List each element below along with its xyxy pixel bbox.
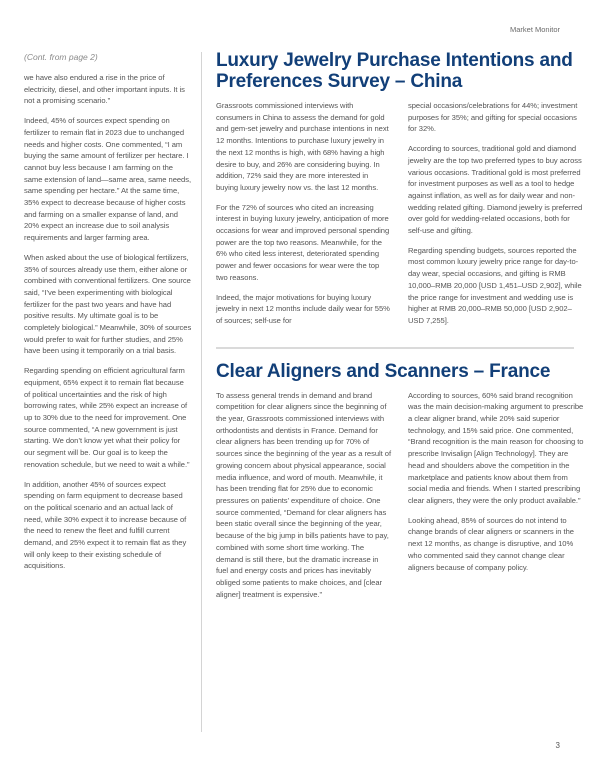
jewelry-section bbox=[216, 50, 586, 335]
continuation-note: (Cont. from page 2) bbox=[24, 52, 98, 62]
section-column bbox=[408, 100, 584, 335]
section-columns bbox=[216, 100, 586, 335]
section-paragraph: For the 72% of sources who cited an increasing interest in buying luxury jewelry, anticipation of more occasions for wear and improved personal spending power are the top two reasons. Meanwhile, for the 6% who cited less interest, deteriorated spending power and fewer occasions for wear were the top two reasons. bbox=[216, 202, 390, 282]
section-paragraph: Looking ahead, 85% of sources do not intend to change brands of clear aligners or scanners in the next 12 months, as change is disruptive, and 10% who commented said they cannot change clear aligners because of company policy. bbox=[408, 515, 574, 572]
left-paragraph: Regarding spending on efficient agricultural farm equipment, 65% expect it to remain flat because of political uncertainties and the risk of high borrowing rates, while 25% expect an increase of up to 30% due to the need for improvement. One source commented, “A new government is just starting. We don’t know yet what their policy for our segment will be. Our goal is to keep the renovation schedule, but we need to wait a while.” bbox=[24, 366, 190, 469]
main-content bbox=[216, 50, 586, 608]
section-divider bbox=[216, 347, 574, 349]
section-columns bbox=[216, 390, 586, 609]
section-paragraph: To assess general trends in demand and brand competition for clear aligners since the beginning of the year, Grassroots commissioned interviews with orthodontists and dentists in France. Demand for clear aligners has been trending up for 70% of sources since the beginning of the year as a result of growing concern about physical appearance, social media influence, and word of mouth. Meanwhile, it has been trending flat for 25% due to economic pressures on patients’ expenditure of choice. One source commented, “Demand for clear aligners has been static overall since the beginning of the year, because of the big jump in bills patients have to pay, combined with some short time working. The demand is still there, but the dramatic increase in fuel and energy costs and prices has inevitably obliged some patients to make choices, and [clear aligner] treatment is expensive.” bbox=[216, 390, 392, 599]
column-divider bbox=[201, 52, 202, 732]
section-paragraph: special occasions/celebrations for 44%; investment purposes for 35%; and gifting for special occasions for 32%. bbox=[408, 101, 578, 134]
section-paragraph: Indeed, the major motivations for buying luxury jewelry in next 12 months include daily wear for 55% of sources; self-use for bbox=[216, 292, 390, 325]
page-number: 3 bbox=[555, 741, 560, 750]
section-column bbox=[216, 100, 392, 335]
section-paragraph: Grassroots commissioned interviews with consumers in China to assess the demand for gold and gem-set jewelry and purchase intentions in next 12 months. Intentions to purchase luxury jewelry in the next 12 months is high, with 68% having a high desire to buy, and 26% are considering buying. In addition, 72% said they are more interested in buying luxury jewelry now vs. the last 12 months. bbox=[216, 101, 389, 192]
section-paragraph: Regarding spending budgets, sources reported the most common luxury jewelry price range for day-to-day wear, special occasions, and gifting is RMB 10,000–RMB 20,000 [USD 1,451–USD 2,902], while the price range for investment and wedding use is higher at RMB 20,000–RMB 50,000 [USD 2,902–USD 7,255]. bbox=[408, 245, 582, 325]
section-paragraph: According to sources, 60% said brand recognition was the main decision-making argument to prescribe a clear aligner brand, while 20% said superior technology, and 15% said price. One commented, “Brand recognition is the main reason for choosing to prescribe Invisalign [Align Technology]. They are head and shoulders above the competition in the marketplace and patients know about them from social media and friends. When I started prescribing clear aligners, they were the only product available.” bbox=[408, 390, 584, 505]
section-column bbox=[216, 390, 392, 609]
left-paragraph: In addition, another 45% of sources expect spending on farm equipment to decrease based on the political scenario and an actual lack of need, while 30% expect it to increase because of the need to renew the fleet and fulfill current demand, and 25% expect it to remain flat as they will only keep to their existing schedule of acquisitions. bbox=[24, 479, 187, 571]
left-paragraph: When asked about the use of biological fertilizers, 35% of sources already use them, either alone or combined with conventional fertilizers. One source said, “I’ve been experimenting with biological fertilizer for the past two years and have had positive results. My ultimate goal is to be completely biological.” Meanwhile, 30% of sources would prefer to wait for further studies, and 25% have been using it temporarily on a trial basis. bbox=[24, 252, 192, 356]
left-paragraph: Indeed, 45% of sources expect spending on fertilizer to remain flat in 2023 due to unchanged needs and higher costs. One commented, “I am buying the same amount of fertilizer per hectare. I cannot buy less because I am farming on the same extension of land—same area, same needs, same spending per hectare.” At the same time, 35% expect to decrease because of higher costs and farming on a smaller expanse of land, and 20% expect an increase due to soil analysis requirements and larger farming area. bbox=[24, 116, 192, 243]
section-title: Luxury Jewelry Purchase Intentions and Preferences Survey – China bbox=[216, 50, 573, 92]
section-paragraph: According to sources, traditional gold and diamond jewelry are the top two preferred types to buy across various occasions. Traditional gold is most preferred for investment purposes as well as a tool to hedge against inflation, as well as for daily wear and non-wedding related gifting. Diamond jewelry is preferred over gold for wedding-related occasions, both for self-use and gifting. bbox=[408, 144, 583, 236]
publication-header: Market Monitor bbox=[509, 25, 560, 34]
left-paragraph: we have also endured a rise in the price of electricity, diesel, and other important inputs. It is not a promising scenario.” bbox=[24, 73, 185, 106]
left-column bbox=[24, 52, 192, 580]
section-title: Clear Aligners and Scanners – France bbox=[216, 360, 551, 382]
aligners-section bbox=[216, 361, 586, 609]
section-column bbox=[408, 390, 584, 609]
